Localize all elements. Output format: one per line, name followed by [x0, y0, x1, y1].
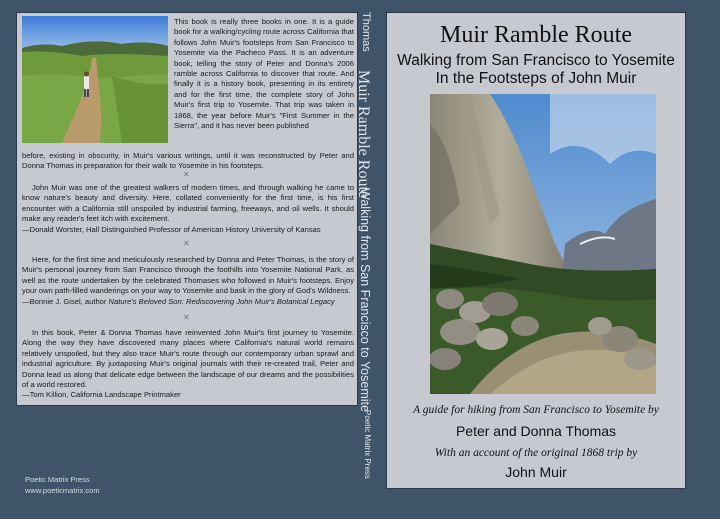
worster-quote: John Muir was one of the greatest walkers of modern times, and through walking he came to know nature's beauty and diversity. Here, collated conveniently for the first time, is his first encounter with a California still unspoiled by industrial farming, freeways, and oil wells. It should make any reader's feet itch with excitement. — [22, 183, 354, 224]
spine-publisher: Poetic Matrix Press — [363, 410, 372, 479]
spine-author: Thomas — [360, 12, 372, 52]
yosemite-photo — [430, 94, 656, 394]
killion-blurb — [22, 328, 354, 401]
front-subtitle-line2: In the Footsteps of John Muir — [435, 70, 637, 87]
separator-icon: ✕ — [183, 170, 190, 179]
gisel-book-title: Nature's Beloved Son: Rediscovering John Muir's Botanical Legacy — [108, 296, 335, 306]
back-publisher: Poetic Matrix Press — [25, 475, 90, 484]
gisel-blurb — [22, 255, 354, 307]
front-title: Muir Ramble Route — [440, 22, 632, 48]
front-tagline: A guide for hiking from San Francisco to Yosemite by — [413, 404, 659, 416]
killion-credit: —Tom Killion, California Landscape Printmaker — [22, 390, 181, 400]
trail-photo — [22, 16, 168, 143]
gisel-credit — [22, 297, 354, 307]
separator-icon: ✕ — [183, 313, 190, 322]
front-account-line: With an account of the original 1868 trip by — [434, 447, 638, 459]
gisel-credit-prefix: —Bonnie J. Gisel, author — [22, 296, 109, 306]
killion-quote: In this book, Peter & Donna Thomas have reinvented John Muir's first journey to Yosemite. Along the way they have discovered many places where California's natural world remains relatively unspoiled, but they also trace Muir's route through our contemporary urban sprawl and industrial agriculture. By juxtaposing Muir's original journals with their re-created trail, Peter and Donna lead us along that delicate edge between the landscape of our dreams and the possibilities of a world restored. — [22, 328, 354, 390]
worster-blurb — [22, 183, 354, 235]
worster-credit: —Donald Worster, Hall Distinguished Professor of American History University of Kansas — [22, 224, 321, 234]
back-website: www.poeticmatrix.com — [25, 486, 100, 495]
intro-blurb-bottom: before, existing in obscurity, in Muir's various writings, until it was reconstructed by Peter and Donna Thomas in preparation for their walk to Yosemite in his footsteps. — [22, 151, 354, 171]
intro-blurb-top: This book is really three books in one. It is a guide book for a walking/cycling route across California that follows John Muir's footsteps from San Francisco to Yosemite via the Pacheco Pass. It is an adventure book, telling the story of Peter and Donna's 2006 ramble across California to discover that route. And finally it is a history book, presenting in its entirety and for the first time, the complete story of John Muir's first trip to Yosemite. That trip was taken in 1868, the year before Muir's "First Summer in the Sierra", and it has never been published — [174, 17, 354, 131]
separator-icon: ✕ — [183, 239, 190, 248]
front-authors: Peter and Donna Thomas — [455, 423, 617, 439]
spine-title: Muir Ramble Route — [355, 70, 372, 198]
gisel-quote: Here, for the first time and meticulously researched by Donna and Peter Thomas, is the story of Muir's personal journey from San Francisco through the foothills into Yosemite National Park, as well as the route undertaken by the celebrated Thomases who followed in Muir's footsteps. Enjoy your own path-filled wanderings on your way to Yosemite and bask in the glory of God's Wildness. — [22, 255, 354, 296]
front-original-author: John Muir — [505, 464, 567, 480]
front-subtitle-line1: Walking from San Francisco to Yosemite — [397, 52, 675, 69]
spine-subtitle: Walking from San Francisco to Yosemite — [358, 188, 372, 412]
